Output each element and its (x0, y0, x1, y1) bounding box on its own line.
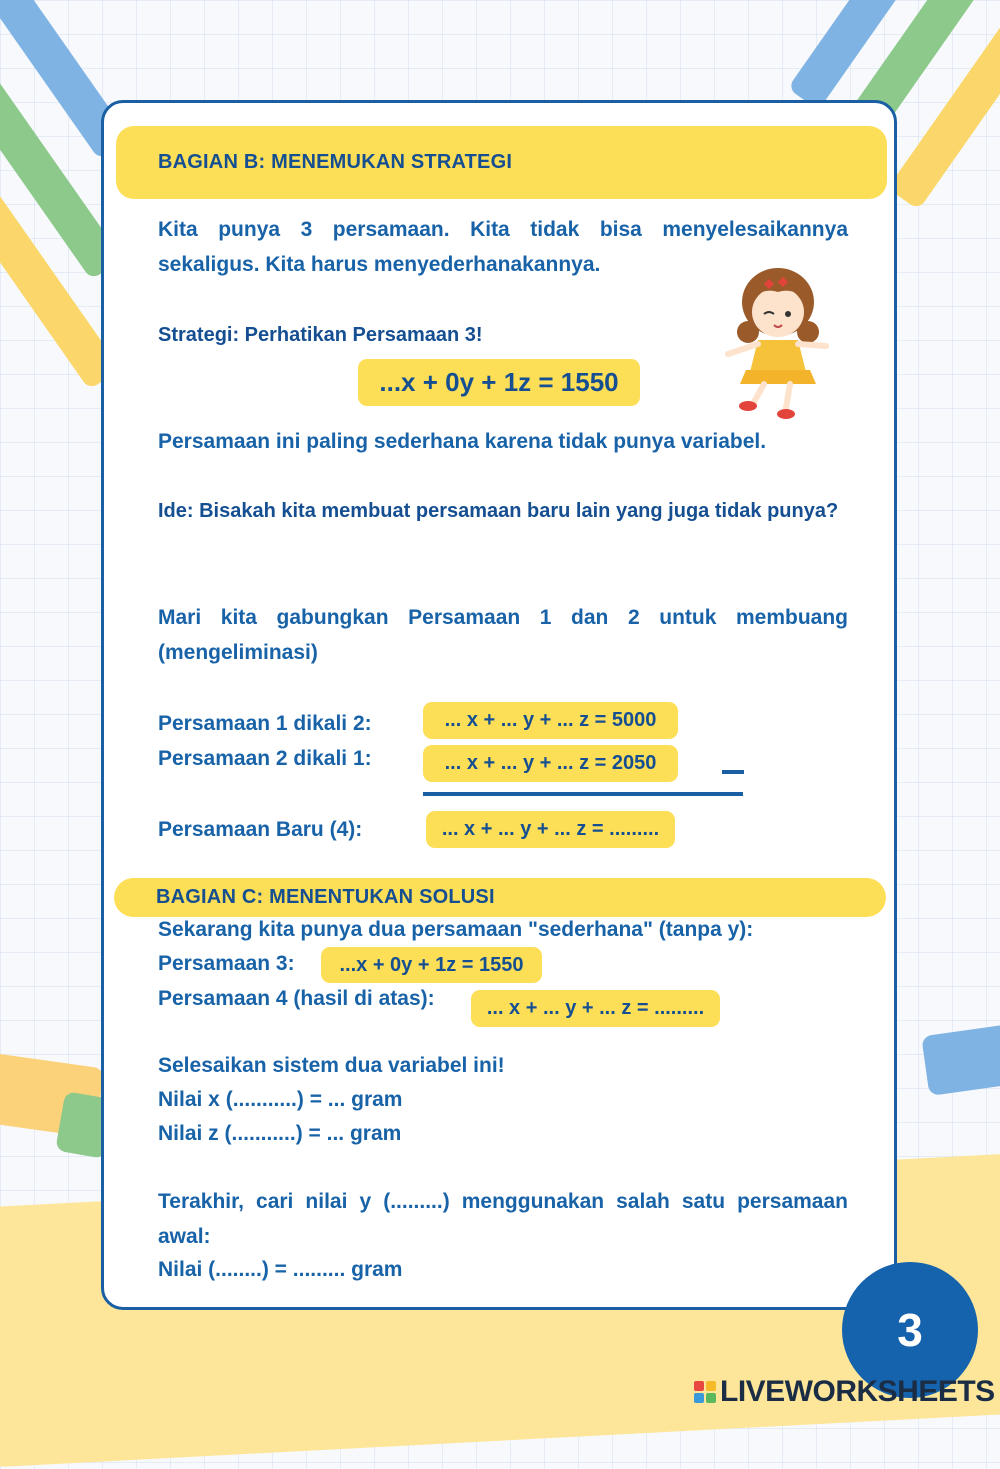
eq1-pill (423, 702, 678, 739)
eq3-pill (321, 947, 542, 983)
girl-illustration (720, 262, 835, 422)
x-value-line: Nilai x (...........) = ... gram (158, 1088, 403, 1111)
liveworksheets-logo (694, 1375, 995, 1409)
simple-note: Persamaan ini paling sederhana karena tidak punya variabel. (158, 430, 767, 453)
minus-operator (722, 770, 744, 774)
eq4-pill (471, 990, 720, 1027)
book-decoration-right (921, 1024, 1000, 1096)
page-number: 3 (897, 1304, 923, 1356)
section-b-banner (116, 126, 887, 199)
idea-text: Ide: Bisakah kita membuat persamaan baru lain yang juga tidak punya? (158, 500, 839, 522)
y-value-line: Nilai (........) = ......... gram (158, 1258, 403, 1281)
new-equation-label: Persamaan Baru (4): (158, 818, 363, 841)
section-c-title: BAGIAN C: MENENTUKAN SOLUSI (156, 886, 495, 908)
strategy-label: Strategi: Perhatikan Persamaan 3! (158, 324, 483, 346)
eq1-label: Persamaan 1 dikali 2: (158, 712, 372, 735)
section-b-title: BAGIAN B: MENEMUKAN STRATEGI (158, 151, 513, 173)
eq3-value: ...x + 0y + 1z = 1550 (339, 953, 524, 976)
eq4-value: ... x + ... y + ... z = ......... (486, 997, 705, 1019)
eq2-value: ... x + ... y + ... z = 2050 (444, 752, 657, 774)
brand-text: LIVEWORKSHEETS (720, 1375, 995, 1408)
equation3-text: ...x + 0y + 1z = 1550 (379, 367, 619, 397)
z-value-line: Nilai z (...........) = ... gram (158, 1122, 402, 1145)
final-instruction: Terakhir, cari nilai y (.........) menggunakan salah satu persamaan awal: (158, 1190, 848, 1248)
section-c-intro: Sekarang kita punya dua persamaan "sederhana" (tanpa y): (158, 918, 754, 941)
eq2-label: Persamaan 2 dikali 1: (158, 747, 372, 770)
equation3-pill (358, 359, 640, 406)
eq3-label: Persamaan 3: (158, 952, 295, 975)
new-equation-pill (426, 811, 675, 848)
liveworksheets-logo-icon (694, 1381, 716, 1403)
solve-instruction: Selesaikan sistem dua variabel ini! (158, 1054, 505, 1077)
eq4-label: Persamaan 4 (hasil di atas): (158, 987, 435, 1010)
combine-text: Mari kita gabungkan Persamaan 1 dan 2 untuk membuang (mengeliminasi) (158, 606, 848, 664)
subtraction-line (423, 792, 743, 796)
eq1-value: ... x + ... y + ... z = 5000 (444, 709, 657, 731)
eq2-pill (423, 745, 678, 782)
new-equation-value: ... x + ... y + ... z = ......... (441, 818, 660, 840)
section-b-intro: Kita punya 3 persamaan. Kita tidak bisa menyelesaikannya sekaligus. Kita harus menyederhanakannya. (158, 218, 848, 276)
